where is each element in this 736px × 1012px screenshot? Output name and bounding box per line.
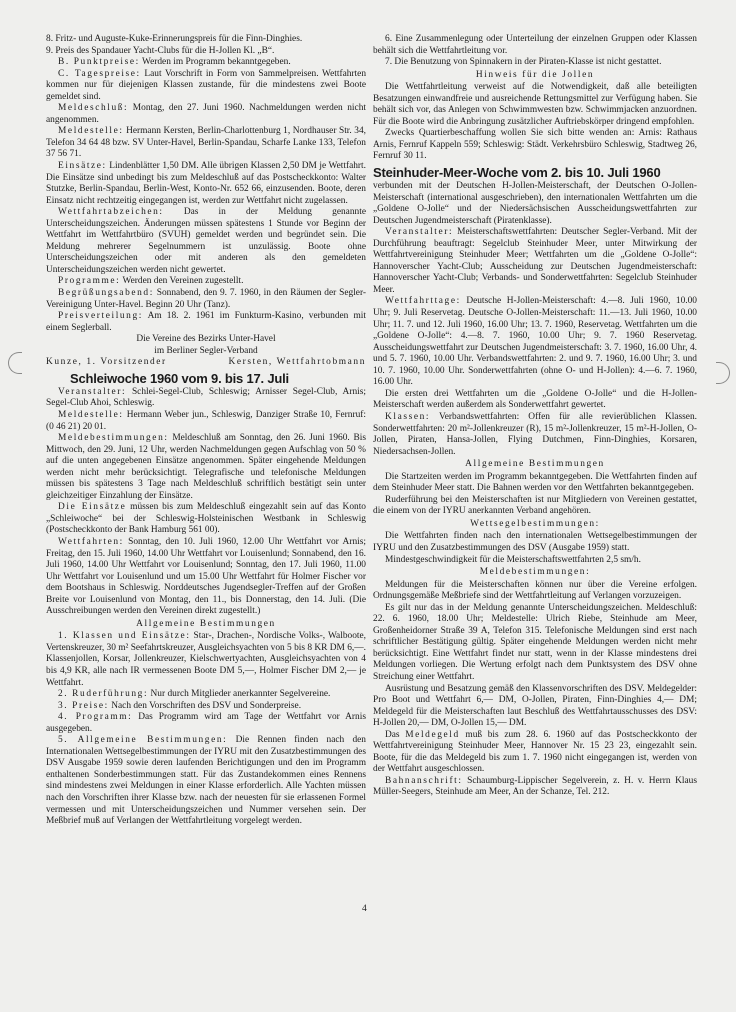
allg-para: 2. Ruderführung: Nur durch Mitglieder anerkannter Segelvereine. xyxy=(58,689,331,700)
right-column xyxy=(373,34,697,799)
regatta-para: Wettfahrtabzeichen: Das in der Meldung genannte Unterscheidungszeichen. Änderungen müssen spätestens 1 Stunde vor Beginn der Wettfahrt im Wettfahrtbüro (SVUH) gemeldet werden und begründet sein. Die Meldung mehrerer Segelnummern ist unzulässig. Boote ohne Unterscheidungszeichen oder mit anderen als den gemeldeten Unterscheidungszeichen werden nicht gewertet. xyxy=(46,207,366,275)
wettsegel-heading: Wettsegelbestimmungen: xyxy=(470,518,600,529)
punch-hole-left xyxy=(8,352,22,374)
regatta-para: Begrüßungsabend: Sonnabend, den 9. 7. 1960, in den Räumen der Segler-Vereinigung Unter-Havel. Beginn 20 Uhr (Tanz). xyxy=(46,288,366,310)
jollen-para: Zwecks Quartierbeschaffung wollen Sie sich bitte wenden an: Arnis: Rathaus Arnis, Fernruf Kappeln 559; Schleswig: Städt. Verkehrsbüro Schleswig, Stadtweg 26, Fernruf 30 11. xyxy=(373,128,697,162)
wett-para: Die Wettfahrten finden nach den internationalen Wettsegelbestimmungen der IYRU und den Zusatzbestimmungen des DSV (Ausgabe 1959) statt. xyxy=(373,531,697,553)
regatta-para: Einsätze: Lindenblätter 1,50 DM. Alle übrigen Klassen 2,50 DM je Wettfahrt. Die Einsätze sind unbedingt bis zum Meldeschluß auf das Postscheckkonto: Walter Stutzke, Berlin-Spandau, Berlin-West, Konto-Nr. 652 66, einzusenden. Boote, deren Einsatz nicht rechtzeitig eingegangen ist, werden zur Wettfahrt nicht zugelassen. xyxy=(46,161,366,206)
meldebestimmungen-heading: Meldebestimmungen: xyxy=(479,567,591,578)
allg-para: 5. Allgemeine Bestimmungen: Die Rennen finden nach den Internationalen Wettsegelbestimmungen der IYRU mit den Zusatzbestimmungen des DSV Ausgabe 1959 sowie deren laufenden Berichtigungen und den im Programm enthaltenen Sonderbestimmungen statt. Für das Zustandekommen eines Rennens sind mindestens zwei Meldungen in einer Klasse erforderlich. Alle Yachten müssen nach den Vorschriften ihrer Klasse bzw. nach der neuesten für sie erlassenen Formel vermessen und mit Unterscheidungszeichen und Nummer versehen sein. Der Meßbrief muß auf Verlangen der Wettfahrtleitung vorgelegt werden. xyxy=(46,735,366,827)
melde-para: Es gilt nur das in der Meldung genannte Unterscheidungszeichen. Meldeschluß: 22. 6. 1960, 18.00 Uhr; Meldestelle: Ulrich Riebe, Steinhude am Meer, Großenheidorner Straße 39 A, Telefon 315. Telefonische Meldungen sind erst nach schriftlicher Bestätigung gültig. Später eingehende Meldungen werden nicht mehr berücksichtigt. Eine Wettfahrt findet nur statt, wenn in der Klasse mindestens drei Meldungen vorliegen. Die Wertung erfolgt nach dem Punktsystem des DSV ohne Streichung einer Wettfahrt. xyxy=(373,602,697,682)
allgemeine-bestimmungen-heading-2: Allgemeine Bestimmungen xyxy=(465,459,605,470)
jollen-para: Die Wettfahrtleitung verweist auf die Notwendigkeit, daß alle beteiligten Besatzungen einwandfreie und ausreichende Rettungsmittel zur Verfügung haben. Sie behält sich vor, das Anlegen von Schwimmwesten bzw. Schwimmjacken anzuordnen. Für die Boote wird die Anbringung zusätzlicher Auftriebskörper dringend empfohlen. xyxy=(373,82,697,127)
signature-line-2: im Berliner Segler-Verband xyxy=(154,345,258,356)
schlei-para: Wettfahrten: Sonntag, den 10. Juli 1960, 12.00 Uhr Wettfahrt vor Arnis; Freitag, den 15. Juli 1960, 14.00 Uhr Wettfahrt vor Louisenlund; Sonnabend, den 16. Juli 1960, 14.00 Uhr Wettfahrt vor Louisenlund; Sonntag, den 17. Juli 1960, 11.00 Uhr Wettfahrt vor Louisenlund und um 15.00 Uhr Wettfahrt für Holmer Fischer vor dem Bootshaus in Schleswig. Norddeutsches Jugendsegler-Treffen auf der Großen Breite vor Louisenlund von Montag, den 11., bis Donnerstag, den 14. Juli. (Die Ausschreibungen werden den Vereinen direkt zugestellt.) xyxy=(46,536,366,617)
steinhude-intro: verbunden mit der Deutschen H-Jollen-Meisterschaft, der Deutschen O-Jollen-Meisterschaft (international ausgeschrieben), den internationalen Wettfahrten um die „Goldene O-Jolle“ und der Niedersächsischen Ausscheidungswettfahrten zur Deutschen Jugendmeisterschaft (Piratenklasse). xyxy=(373,181,697,226)
melde-para: Meldungen für die Meisterschaften können nur über die Vereine erfolgen. Ordnungsgemäße Meßbriefe sind der Wettfahrtleitung auf Verlangen vorzuzeigen. xyxy=(373,579,697,602)
schlei-para: Veranstalter: Schlei-Segel-Club, Schleswig; Arnisser Segel-Club, Arnis; Segel-Club Ahoi, Schleswig. xyxy=(46,386,366,409)
schlei-para: Meldebestimmungen: Meldeschluß am Sonntag, den 26. Juni 1960. Bis Mittwoch, den 29. Juni, 12 Uhr, werden Nachmeldungen gegen Aufschlag von 50 % auf die unten angegebenen Einsätze angenommen. Später eingehende Meldungen werden nicht mehr berücksichtigt. Telegrafische und telefonische Meldungen müssen bis spätestens 3 Tage nach Meldeschluß schriftlich bestätigt sein unter gleichzeitiger Einzahlung der Einsätze. xyxy=(46,433,366,501)
prize-item-9: 9. Preis des Spandauer Yacht-Clubs für die H-Jollen Kl. „B“. xyxy=(46,45,275,56)
allg-para: 3. Preise: Nach den Vorschriften des DSV und Sonderpreise. xyxy=(58,700,302,711)
wett-para: Mindestgeschwindigkeit für die Meisterschaftswettfahrten 2,5 sm/h. xyxy=(385,554,641,565)
regatta-para: Meldeschluß: Montag, den 27. Juni 1960. Nachmeldungen werden nicht angenommen. xyxy=(46,103,366,125)
stein-para: Die ersten drei Wettfahrten um die „Goldene O-Jolle“ und die H-Jollen-Meisterschaft werden außerdem als Sonderwettfahrt gewertet. xyxy=(373,388,697,411)
page-number: 4 xyxy=(362,904,367,914)
signature-right: Kersten, Wettfahrtobmann xyxy=(228,357,366,368)
melde-para: Ausrüstung und Besatzung gemäß den Klassenvorschriften des DSV. Meldegelder: Pro Boot und Wettfahrt 6,— DM, O-Jollen, Piraten, Finn-Dinghies 4,— DM; Meldegeld für die Meisterschaften laut Beschluß des Wettfahrtausschusses des DSV: H-Jollen 20,— DM, O-Jollen 15,— DM. xyxy=(373,683,697,729)
signature-names xyxy=(46,357,366,369)
regatta-para: C. Tagespreise: Laut Vorschrift in Form von Sammelpreisen. Wettfahrten kommen nur für diejenigen Klassen zustande, für die mindestens zwei Boote gemeldet sind. xyxy=(46,68,367,102)
stein-para: Klassen: Verbandswettfahrten: Offen für alle revierüblichen Klassen. Sonderwettfahrten: 20 m²-Jollenkreuzer (R), 15 m²-Jollenkreuzer, 15 m²-H-Jollen, O-Jollen, Piraten, Hansa-Jollen, Flying Dutchmen, Finn-Dinghies, Korsaren, Niedersachsen-Jollen. xyxy=(373,411,697,457)
allg-para: 4. Programm: Das Programm wird am Tage der Wettfahrt vor Arnis ausgegeben. xyxy=(46,712,366,734)
stein-para: Wettfahrttage: Deutsche H-Jollen-Meisterschaft: 4.—8. Juli 1960, 10.00 Uhr; 9. Juli Reservetag. Deutsche O-Jollen-Meisterschaft: 11.—13. Juli 1960, 10.00 Uhr; 11. 7. und 12. Juli 1960, 16.00 Uhr; 13. 7. 1960, Reservetag. Wettfahrten um die „Goldene O-Jolle“: 4.—8. 7. 1960, 10.00 Uhr; 9. 7. 1960 Reservetag. Ausscheidungswettfahrt zur Deutschen Jugendmeisterschaft: 3. 7. 1960, 16.00 Uhr, 4. und 5. 7. 1960, 10.00 Uhr. Verbandswettfahrten: 2. und 9. 7. 1960, 16.00 Uhr; 3. und 10. 7. 1960, 10.00 Uhr. Sonderwettfahrten (ohne O- und H-Jollen): 4.—6. 7. 1960, 16.00 Uhr. xyxy=(373,296,697,388)
regatta-para: Meldestelle: Hermann Kersten, Berlin-Charlottenburg 1, Nordhauser Str. 34, Telefon 34 64 48 bzw. SV Unter-Havel, Berlin-Spandau, Scharfe Lanke 133, Telefon 37 56 71. xyxy=(46,126,366,160)
punch-hole-right xyxy=(716,362,730,384)
final-para: Bahnanschrift: Schaumburg-Lippischer Segelverein, z. H. v. Herrn Klaus Müller-Seegers, Steinhude am Meer, An der Schanze, Tel. 212. xyxy=(373,775,697,798)
final-para: Das Meldegeld muß bis zum 28. 6. 1960 auf das Postscheckkonto der Wettfahrtvereinigung Steinhuder Meer, Hannover Nr. 15 23 23, eingezahlt sein. Boote, für die das Meldegeld bis zum 1. 7. 1960 nicht eingegangen ist, werden von der Wettfahrt ausgeschlossen. xyxy=(373,729,698,775)
schleiwoche-heading: Schleiwoche 1960 vom 9. bis 17. Juli xyxy=(70,370,289,386)
rule-6: 6. Eine Zusammenlegung oder Unterteilung der einzelnen Gruppen oder Klassen behält sich die Wettfahrtleitung vor. xyxy=(373,34,697,56)
signature-line-1: Die Vereine des Bezirks Unter-Havel xyxy=(136,334,276,345)
allgemeine-bestimmungen-heading: Allgemeine Bestimmungen xyxy=(136,618,276,629)
regatta-para: Programme: Werden den Vereinen zugestellt. xyxy=(58,276,244,287)
regatta-para: B. Punktpreise: Werden im Programm bekanntgegeben. xyxy=(58,57,291,68)
prize-item-8: 8. Fritz- und Auguste-Kuke-Erinnerungspreis für die Finn-Dinghies. xyxy=(46,34,303,44)
steinhude-heading: Steinhuder-Meer-Woche vom 2. bis 10. Juli 1960 xyxy=(373,165,661,181)
jollen-heading: Hinweis für die Jollen xyxy=(475,69,595,80)
stein-para: Veranstalter: Meisterschaftswettfahrten: Deutscher Segler-Verband. Mit der Durchführung beauftragt: Segelclub Steinhuder Meer, unter Mitwirkung der Wettfahrtvereinigung Steinhuder Meer; Wettfahrten um die „Goldene O-Jolle“: Hannoverscher Yacht-Club; Ausscheidung zur Deutschen Jugendmeisterschaft: Hannoverscher Yacht-Club; Verbands- und Sonderwettfahrten: Segelclub Steinhuder Meer. xyxy=(373,227,697,295)
rule-7: 7. Die Benutzung von Spinnakern in der Piraten-Klasse ist nicht gestattet. xyxy=(385,57,662,68)
allg2-para: Die Startzeiten werden im Programm bekanntgegeben. Die Wettfahrten finden auf dem Steinhuder Meer statt. Die Bahnen werden vor den Wettfahrten bekanntgegeben. xyxy=(373,471,697,494)
regatta-para: Preisverteilung: Am 18. 2. 1961 im Funkturm-Kasino, verbunden mit einem Seglerball. xyxy=(46,311,366,333)
allg2-para: Ruderführung bei den Meisterschaften ist nur Mitgliedern von Vereinen gestattet, die einem von der IYRU anerkannten Verband angehören. xyxy=(373,494,697,517)
schlei-para: Die Einsätze müssen bis zum Meldeschluß eingezahlt sein auf das Konto „Schleiwoche“ bei der Schleswig-Holsteinischen Westbank in Schleswig (Postscheckkonto der Bank Hamburg 561 00). xyxy=(46,502,366,536)
signature-left: Kunze, 1. Vorsitzender xyxy=(46,357,167,368)
schlei-para: Meldestelle: Hermann Weber jun., Schleswig, Danziger Straße 10, Fernruf: (0 46 21) 20 01. xyxy=(46,409,366,432)
allg-para: 1. Klassen und Einsätze: Star-, Drachen-, Nordische Volks-, Walboote, Vertenskreuzer, 30 m² Seefahrtskreuzer, Ausgleichsyachten von 5 bis 8 KR DM 6,—. Klassenjollen, Korsar, Jollenkreuzer, Kielschwertyachten, Ausgleichsyachten von 4 bis 4,9 KR, alle nach IR vermessenen Boote DM 5,—, Holmer Fischer DM 2,— je Wettfahrt. xyxy=(46,631,366,688)
left-column xyxy=(46,34,366,828)
